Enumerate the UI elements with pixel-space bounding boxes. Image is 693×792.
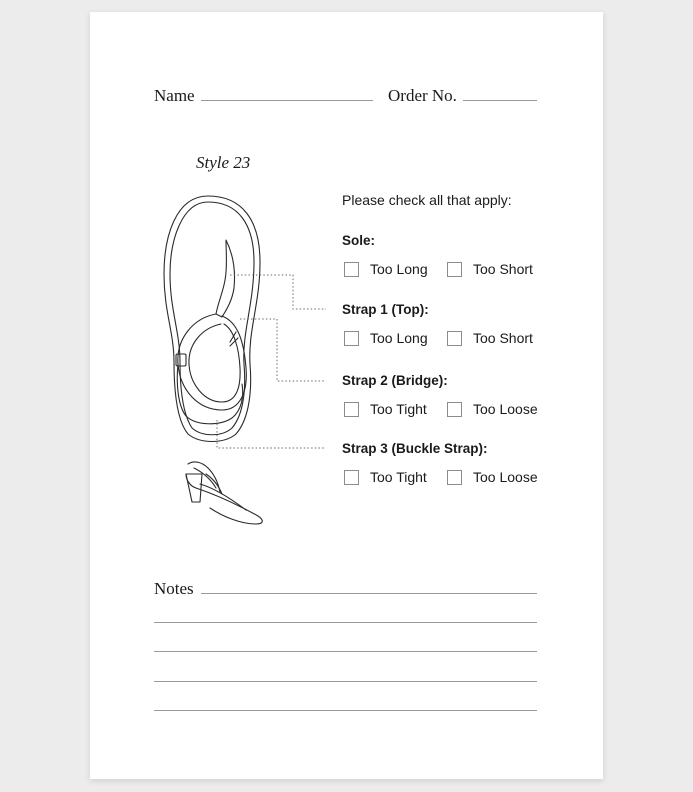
- notes-line-2[interactable]: [154, 622, 537, 623]
- notes-line-3[interactable]: [154, 651, 537, 652]
- sandal-illustration: [90, 12, 603, 779]
- section-title-strap-3: Strap 3 (Buckle Strap):: [342, 441, 488, 456]
- option-label: Too Short: [473, 261, 533, 277]
- option-label: Too Tight: [370, 469, 427, 485]
- checkbox[interactable]: [447, 470, 462, 485]
- option-label: Too Loose: [473, 401, 538, 417]
- checkbox[interactable]: [344, 470, 359, 485]
- notes-line-4[interactable]: [154, 681, 537, 682]
- option-label: Too Loose: [473, 469, 538, 485]
- option-label: Too Tight: [370, 401, 427, 417]
- toe-strap: [216, 240, 235, 317]
- leader-sole: [230, 275, 326, 309]
- option-strap2-too-tight[interactable]: [344, 401, 427, 417]
- name-label: Name: [154, 86, 195, 105]
- option-strap3-too-tight[interactable]: [344, 469, 427, 485]
- option-label: Too Short: [473, 330, 533, 346]
- bridge-strap-ring: [178, 314, 246, 410]
- option-strap3-too-loose[interactable]: [447, 469, 538, 485]
- option-label: Too Long: [370, 261, 428, 277]
- sole-outline: [164, 196, 260, 442]
- checkbox[interactable]: [447, 262, 462, 277]
- option-sole-too-short[interactable]: [447, 261, 533, 277]
- section-title-strap-1: Strap 1 (Top):: [342, 302, 429, 317]
- checkbox[interactable]: [344, 331, 359, 346]
- sandal-side-view: [186, 462, 262, 524]
- order-number-label: Order No.: [388, 86, 457, 105]
- section-title-sole: Sole:: [342, 233, 376, 248]
- option-strap2-too-loose[interactable]: [447, 401, 538, 417]
- option-strap1-too-short[interactable]: [447, 330, 533, 346]
- checkbox[interactable]: [344, 262, 359, 277]
- notes-line-5[interactable]: [154, 710, 537, 711]
- style-title: Style 23: [196, 153, 251, 172]
- checkbox[interactable]: [447, 402, 462, 417]
- buckle-strap-ring: [177, 364, 242, 424]
- notes-line-1[interactable]: [201, 593, 537, 594]
- checkbox[interactable]: [344, 402, 359, 417]
- leader-strap-2: [217, 420, 326, 448]
- notes-label: Notes: [154, 579, 194, 598]
- instruction-text: Please check all that apply:: [342, 192, 512, 208]
- section-title-strap-2: Strap 2 (Bridge):: [342, 373, 448, 388]
- checkbox[interactable]: [447, 331, 462, 346]
- leader-strap-1: [240, 319, 326, 381]
- option-label: Too Long: [370, 330, 428, 346]
- option-sole-too-long[interactable]: [344, 261, 428, 277]
- fitting-form-card: [90, 12, 603, 779]
- option-strap1-too-long[interactable]: [344, 330, 428, 346]
